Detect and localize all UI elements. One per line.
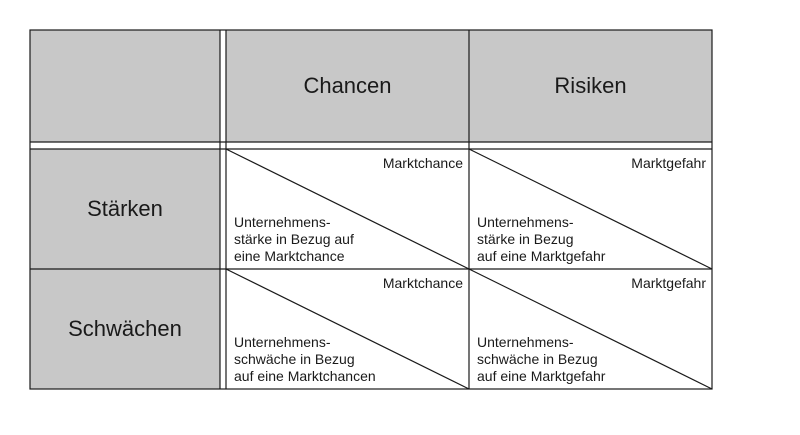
cell-corner-label: Marktgefahr xyxy=(631,275,706,291)
cell-corner-label: Marktchance xyxy=(382,155,463,171)
matrix-cell-schwaechen-risiken xyxy=(469,269,712,389)
matrix-cell-staerken-chancen xyxy=(226,149,469,269)
cell-description: Unternehmens- stärke in Bezug auf eine Marktgefahr xyxy=(477,214,606,264)
cell-corner-label: Marktgefahr xyxy=(631,155,706,171)
matrix-cell-schwaechen-chancen xyxy=(226,269,469,389)
cell-description: Unternehmens- schwäche in Bezug auf eine Marktgefahr xyxy=(477,334,606,384)
cell-description: Unternehmens- stärke in Bezug auf eine Marktchance xyxy=(234,214,354,264)
row-header-label: Schwächen xyxy=(68,316,182,341)
matrix-cell-staerken-risiken xyxy=(469,149,712,269)
row-header-label: Stärken xyxy=(87,196,163,221)
column-header-label: Chancen xyxy=(303,73,392,98)
column-header-label: Risiken xyxy=(554,73,627,98)
cell-description: Unternehmens- schwäche in Bezug auf eine Marktchancen xyxy=(234,334,376,384)
cell-corner-label: Marktchance xyxy=(382,275,463,291)
